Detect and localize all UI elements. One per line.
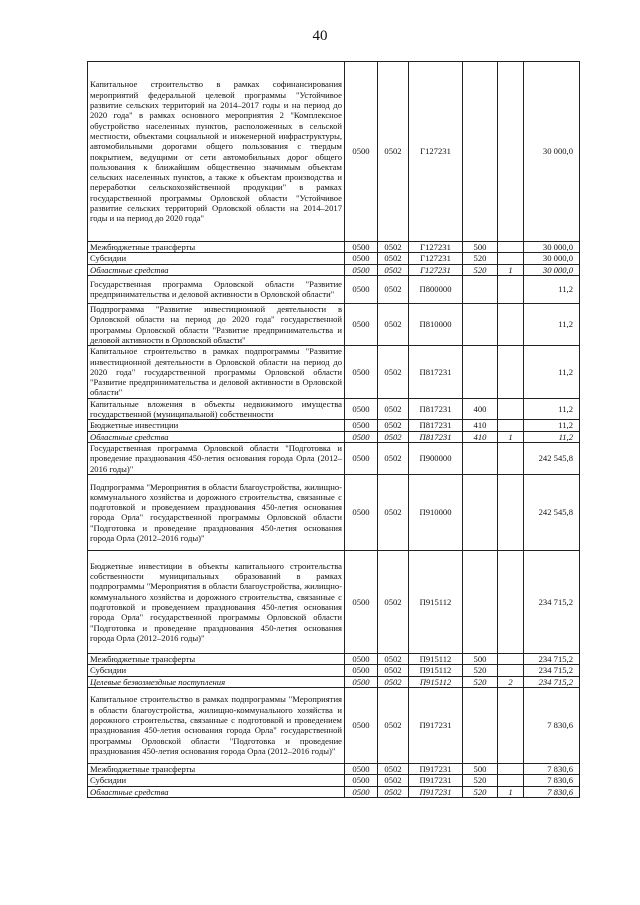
section-code-cell: 0500 (345, 676, 378, 687)
table-row (88, 653, 580, 664)
section-code-cell: 0500 (345, 346, 378, 399)
expense-type-cell (463, 550, 498, 653)
target-article-cell: П917231 (409, 763, 463, 774)
row-name-cell: Капитальное строительство в рамках подпрограммы "Мероприятия в области благоустройства, жилищно-коммунального хозяйства и дорожного строительства, связанные с подготовкой и проведением празднования 450-летия основания города Орла" государственной программы Орловской области "Подготовка и проведение празднования 450-летия основания города Орла (2012–2016 годы)" (88, 687, 345, 763)
row-name-cell: Бюджетные инвестиции в объекты капитального строительства собственности муниципальных образований в рамках подпрограммы "Мероприятия в области благоустройства, жилищно-коммунального хозяйства и дорожного строительства, связанные с подготовкой и проведением празднования 450-летия основания города Орла" государственной программы Орловской области "Подготовка и проведение празднования 450-летия основания города Орла (2012–2016 годы)" (88, 550, 345, 653)
subsection-code-cell: 0502 (378, 398, 409, 420)
target-article-cell: П817231 (409, 420, 463, 431)
section-code-cell: 0500 (345, 443, 378, 475)
row-name-cell: Капитальные вложения в объекты недвижимого имущества государственной (муниципальной) собственности (88, 398, 345, 420)
row-name-cell: Межбюджетные трансферты (88, 653, 345, 664)
funding-source-cell (498, 763, 524, 774)
table-row (88, 687, 580, 763)
funding-source-cell (498, 420, 524, 431)
table-row (88, 786, 580, 797)
target-article-cell: Г127231 (409, 242, 463, 253)
amount-cell: 30 000,0 (524, 242, 580, 253)
target-article-cell: П915112 (409, 676, 463, 687)
expense-type-cell (463, 687, 498, 763)
row-name-cell: Субсидии (88, 253, 345, 264)
table-row (88, 275, 580, 303)
section-code-cell: 0500 (345, 253, 378, 264)
section-code-cell: 0500 (345, 420, 378, 431)
table-row (88, 474, 580, 550)
section-code-cell: 0500 (345, 264, 378, 275)
funding-source-cell: 1 (498, 786, 524, 797)
target-article-cell: П900000 (409, 443, 463, 475)
target-article-cell: П917231 (409, 786, 463, 797)
funding-source-cell (498, 474, 524, 550)
expense-type-cell: 520 (463, 775, 498, 786)
expense-type-cell: 500 (463, 763, 498, 774)
target-article-cell: П915112 (409, 665, 463, 676)
target-article-cell: П817231 (409, 346, 463, 399)
funding-source-cell: 2 (498, 676, 524, 687)
target-article-cell: П915112 (409, 653, 463, 664)
amount-cell: 234 715,2 (524, 676, 580, 687)
amount-cell: 11,2 (524, 275, 580, 303)
row-name-cell: Субсидии (88, 665, 345, 676)
row-name-cell: Подпрограмма "Развитие инвестиционной деятельности в Орловской области на период до 2020 года" государственной программы Орловской области "Развитие предпринимательства и деловой активности в Орловской области" (88, 303, 345, 345)
subsection-code-cell: 0502 (378, 474, 409, 550)
expense-type-cell (463, 62, 498, 242)
table-row (88, 346, 580, 399)
target-article-cell: П810000 (409, 303, 463, 345)
table-row (88, 676, 580, 687)
expense-type-cell (463, 346, 498, 399)
subsection-code-cell: 0502 (378, 242, 409, 253)
table-row (88, 62, 580, 242)
amount-cell: 234 715,2 (524, 653, 580, 664)
row-name-cell: Субсидии (88, 775, 345, 786)
section-code-cell: 0500 (345, 62, 378, 242)
section-code-cell: 0500 (345, 687, 378, 763)
expense-type-cell: 520 (463, 786, 498, 797)
row-name-cell: Государственная программа Орловской области "Подготовка и проведение празднования 450-летия основания города Орла (2012–2016 годы)" (88, 443, 345, 475)
subsection-code-cell: 0502 (378, 550, 409, 653)
expense-type-cell: 400 (463, 398, 498, 420)
expense-type-cell: 520 (463, 253, 498, 264)
funding-source-cell (498, 242, 524, 253)
funding-source-cell (498, 398, 524, 420)
section-code-cell: 0500 (345, 653, 378, 664)
funding-source-cell (498, 775, 524, 786)
funding-source-cell (498, 275, 524, 303)
budget-table-body (88, 62, 580, 798)
target-article-cell: П800000 (409, 275, 463, 303)
expense-type-cell: 410 (463, 420, 498, 431)
subsection-code-cell: 0502 (378, 653, 409, 664)
funding-source-cell (498, 253, 524, 264)
subsection-code-cell: 0502 (378, 420, 409, 431)
amount-cell: 7 830,6 (524, 687, 580, 763)
expense-type-cell: 410 (463, 431, 498, 442)
subsection-code-cell: 0502 (378, 775, 409, 786)
expense-type-cell (463, 443, 498, 475)
funding-source-cell (498, 303, 524, 345)
subsection-code-cell: 0502 (378, 275, 409, 303)
amount-cell: 30 000,0 (524, 253, 580, 264)
table-row (88, 242, 580, 253)
section-code-cell: 0500 (345, 763, 378, 774)
amount-cell: 30 000,0 (524, 62, 580, 242)
subsection-code-cell: 0502 (378, 264, 409, 275)
amount-cell: 11,2 (524, 420, 580, 431)
amount-cell: 242 545,8 (524, 474, 580, 550)
section-code-cell: 0500 (345, 303, 378, 345)
funding-source-cell (498, 62, 524, 242)
funding-source-cell (498, 653, 524, 664)
subsection-code-cell: 0502 (378, 431, 409, 442)
expense-type-cell: 520 (463, 676, 498, 687)
expense-type-cell: 500 (463, 242, 498, 253)
expense-type-cell (463, 275, 498, 303)
section-code-cell: 0500 (345, 665, 378, 676)
target-article-cell: П917231 (409, 687, 463, 763)
target-article-cell: П917231 (409, 775, 463, 786)
table-row (88, 264, 580, 275)
budget-table (87, 61, 580, 798)
target-article-cell: П817231 (409, 431, 463, 442)
table-row (88, 303, 580, 345)
funding-source-cell (498, 665, 524, 676)
table-row (88, 420, 580, 431)
section-code-cell: 0500 (345, 550, 378, 653)
subsection-code-cell: 0502 (378, 676, 409, 687)
expense-type-cell: 520 (463, 665, 498, 676)
subsection-code-cell: 0502 (378, 665, 409, 676)
funding-source-cell: 1 (498, 264, 524, 275)
table-row (88, 443, 580, 475)
target-article-cell: П817231 (409, 398, 463, 420)
target-article-cell: П910000 (409, 474, 463, 550)
section-code-cell: 0500 (345, 275, 378, 303)
row-name-cell: Областные средства (88, 431, 345, 442)
target-article-cell: Г127231 (409, 253, 463, 264)
row-name-cell: Целевые безвозмездные поступления (88, 676, 345, 687)
subsection-code-cell: 0502 (378, 443, 409, 475)
row-name-cell: Капитальное строительство в рамках подпрограммы "Развитие инвестиционной деятельности в Орловской области на период до 2020 года" государственной программы Орловской области "Развитие предпринимательства и деловой активности в Орловской области" (88, 346, 345, 399)
table-row (88, 550, 580, 653)
row-name-cell: Капитальное строительство в рамках софинансирования мероприятий федеральной целевой программы "Устойчивое развитие сельских территорий на 2014–2017 годы и на период до 2020 года" в рамках основного мероприятия 2 "Комплексное обустройство населенных пунктов, расположенных в сельской местности, объектами социальной и инженерной инфраструктуры, автомобильными дорогами общего пользования с твердым покрытием, ведущими от сети автомобильных дорог общего пользования к ближайшим общественно значимым объектам сельских населенных пунктов, а также к объектам производства и переработки сельскохозяйственной продукции" в рамках государственной программы Орловской области "Устойчивое развитие сельских территорий Орловской области на 2014–2017 годы и на период до 2020 года" (88, 62, 345, 242)
funding-source-cell (498, 687, 524, 763)
row-name-cell: Бюджетные инвестиции (88, 420, 345, 431)
amount-cell: 234 715,2 (524, 665, 580, 676)
section-code-cell: 0500 (345, 398, 378, 420)
row-name-cell: Подпрограмма "Мероприятия в области благоустройства, жилищно-коммунального хозяйства и дорожного строительства, связанные с подготовкой и проведением празднования 450-летия основания города Орла" государственной программы Орловской области "Подготовка и проведение празднования 450-летия основания города Орла (2012–2016 годы)" (88, 474, 345, 550)
row-name-cell: Областные средства (88, 264, 345, 275)
amount-cell: 11,2 (524, 303, 580, 345)
subsection-code-cell: 0502 (378, 253, 409, 264)
page-number: 40 (312, 28, 328, 44)
table-row (88, 763, 580, 774)
section-code-cell: 0500 (345, 786, 378, 797)
section-code-cell: 0500 (345, 242, 378, 253)
amount-cell: 7 830,6 (524, 786, 580, 797)
subsection-code-cell: 0502 (378, 687, 409, 763)
amount-cell: 7 830,6 (524, 775, 580, 786)
amount-cell: 7 830,6 (524, 763, 580, 774)
table-row (88, 398, 580, 420)
table-row (88, 253, 580, 264)
amount-cell: 11,2 (524, 398, 580, 420)
section-code-cell: 0500 (345, 474, 378, 550)
amount-cell: 234 715,2 (524, 550, 580, 653)
expense-type-cell (463, 303, 498, 345)
amount-cell: 11,2 (524, 431, 580, 442)
funding-source-cell (498, 346, 524, 399)
subsection-code-cell: 0502 (378, 346, 409, 399)
row-name-cell: Межбюджетные трансферты (88, 763, 345, 774)
row-name-cell: Областные средства (88, 786, 345, 797)
subsection-code-cell: 0502 (378, 763, 409, 774)
row-name-cell: Государственная программа Орловской области "Развитие предпринимательства и деловой активности в Орловской области" (88, 275, 345, 303)
row-name-cell: Межбюджетные трансферты (88, 242, 345, 253)
subsection-code-cell: 0502 (378, 62, 409, 242)
expense-type-cell: 500 (463, 653, 498, 664)
table-row (88, 431, 580, 442)
table-row (88, 665, 580, 676)
amount-cell: 242 545,8 (524, 443, 580, 475)
target-article-cell: Г127231 (409, 264, 463, 275)
subsection-code-cell: 0502 (378, 786, 409, 797)
expense-type-cell: 520 (463, 264, 498, 275)
amount-cell: 30 000,0 (524, 264, 580, 275)
section-code-cell: 0500 (345, 775, 378, 786)
expense-type-cell (463, 474, 498, 550)
funding-source-cell (498, 550, 524, 653)
section-code-cell: 0500 (345, 431, 378, 442)
target-article-cell: Г127231 (409, 62, 463, 242)
amount-cell: 11,2 (524, 346, 580, 399)
funding-source-cell: 1 (498, 431, 524, 442)
funding-source-cell (498, 443, 524, 475)
table-row (88, 775, 580, 786)
subsection-code-cell: 0502 (378, 303, 409, 345)
target-article-cell: П915112 (409, 550, 463, 653)
